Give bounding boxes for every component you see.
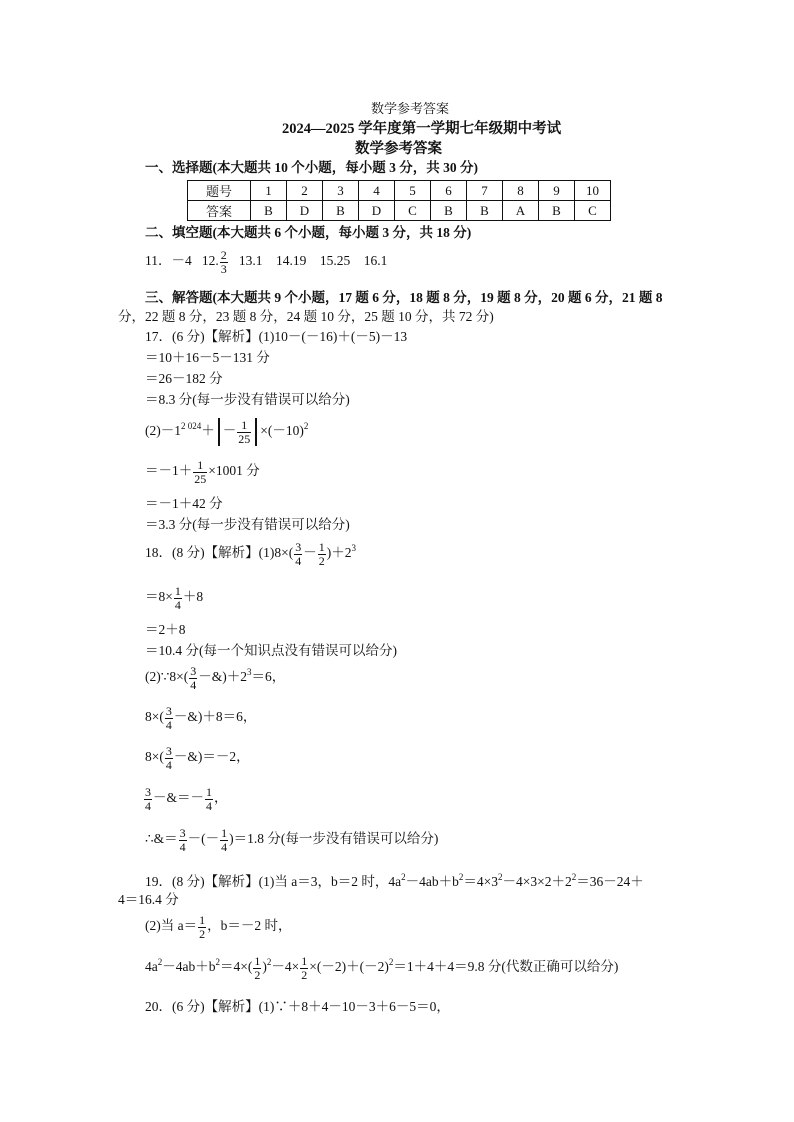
table-cell: B [467,201,503,221]
q17-step: ＝8.3 分(每一步没有错误可以给分) [145,392,350,407]
q18-step: ∴&＝ $\frac{3}{4}$ －(－ $\frac{1}{4}$ )＝1.8 分(每一步没有错误可以给分) [145,826,439,854]
q18-part2: (2)∵8×( $\frac{3}{4}$ $-\&)+2^3=6$， [145,664,286,692]
q19-line-1: 19．(8 分)【解析】(1)当 a＝3，b＝2 时，$4a^2-4ab+b^2=4\times 3^2-4\times 3\times 2+2^2=36-24+$ [145,872,644,889]
q17-step: ＝26－182 分 [145,371,223,386]
q18-step: $\frac{3}{4}$ －&＝－ $\frac{1}{4}$ ， [145,785,228,813]
table-cell: 9 [539,181,575,201]
table-cell: 8 [503,181,539,201]
answer-table [187,180,611,221]
q17-title: 17．(6 分)【解析】(1)10－(－16)＋(－5)－13 [145,329,408,344]
fraction: $\frac{1}{2}$ [199,913,206,941]
section-2-heading: 二、填空题(本大题共 6 个小题，每小题 3 分，共 18 分) [145,225,472,240]
table-cell: 7 [467,181,503,201]
table-cell: D [359,201,395,221]
table-cell: 5 [395,181,431,201]
q19-line-2: 4＝16.4 分 [118,892,179,907]
fraction: $\frac{1}{2}$ [318,540,325,568]
fraction: $\frac{3}{4}$ [165,704,172,732]
exam-title: 2024—2025 学年度第一学期七年级期中考试 [282,121,562,137]
q17-step: ＝－1＋ $\frac{1}{25}$ ×1001 分 [145,458,260,486]
fill-answers-line [145,249,387,275]
section-3-heading-line-2: 分，22 题 8 分，23 题 8 分，24 题 10 分，25 题 10 分，共 72 分) [118,309,494,324]
fraction: $\frac{1}{2}$ [301,954,308,982]
q18-step: 8×( $\frac{3}{4}$ －&)＋8＝6， [145,704,257,732]
q18-step: ＝8× $\frac{1}{4}$ ＋8 [145,584,204,612]
table-cell: 1 [251,181,287,201]
small-title: 数学参考答案 [371,101,450,116]
fraction: $\frac{3}{4}$ [179,826,186,854]
table-cell: 3 [323,181,359,201]
q17-step: ＝3.3 分(每一步没有错误可以给分) [145,517,350,532]
q17-step: ＝10＋16－5－131 分 [145,350,270,365]
table-cell: 2 [287,181,323,201]
fraction: $\frac{1}{4}$ [221,826,228,854]
q20-line-1: 20．(6 分)【解析】(1)∵＋8＋4－10－3＋6－5＝0， [145,999,450,1014]
table-cell: 6 [431,181,467,201]
q18-step: ＝10.4 分(每一个知识点没有错误可以给分) [145,643,397,658]
table-header-cell: 答案 [188,201,251,221]
fraction: $\frac{1}{25}$ [194,458,207,486]
table-row-answers [188,201,611,221]
table-cell: 4 [359,181,395,201]
q18-step: 8×( $\frac{3}{4}$ －&)＝－2， [145,744,250,772]
q18-step: ＝2＋8 [145,622,186,637]
fraction: $\frac{3}{4}$ [295,540,302,568]
fraction: $\frac{3}{4}$ [165,744,172,772]
q17-part2: $(2)-1^{2 024}+$ － $\frac{1}{25}$ $\times(-10)^2$ [145,417,309,446]
fraction: $\frac{3}{4}$ [145,785,151,813]
table-header-cell: 题号 [188,181,251,201]
table-row-numbers [188,181,611,201]
table-cell: C [395,201,431,221]
table-cell: 10 [575,181,611,201]
fraction: $\frac{2}{3}$ [220,248,227,276]
table-cell: B [431,201,467,221]
section-3-heading-line-1: 三、解答题(本大题共 9 个小题，17 题 6 分，18 题 8 分，19 题 8 分，20 题 6 分，21 题 8 [145,290,663,305]
answer-11: 11．－4 [145,253,192,269]
q19-step: $4a^2-4ab+b^2=4\times$( $\frac{1}{2}$ )$^2$－4× $\frac{1}{2}$ $\times(-2)+(-2)^2=1+4+4=9.8$ 分(代数正确可以给分) [145,954,619,982]
fraction: $\frac{1}{25}$ [238,417,251,446]
q18-title: 18．(8 分)【解析】(1)8×( $\frac{3}{4}$ － $\frac{1}{2}$ )$+2^3$ [145,540,356,568]
table-cell: B [323,201,359,221]
table-cell: B [539,201,575,221]
q17-step: ＝－1＋42 分 [145,496,223,511]
table-cell: D [287,201,323,221]
section-1-heading: 一、选择题(本大题共 10 个小题，每小题 3 分，共 30 分) [145,160,478,175]
table-cell: A [503,201,539,221]
fraction: $\frac{1}{4}$ [174,584,181,612]
answer-sub-title: 数学参考答案 [355,141,442,157]
fraction: $\frac{1}{2}$ [254,954,261,982]
fraction: $\frac{3}{4}$ [190,664,197,692]
q19-part2: (2)当 a＝ $\frac{1}{2}$ ，b＝－2 时， [145,913,292,941]
answers-13-16: 13.1 14.19 15.25 16.1 [238,253,388,269]
answer-12-prefix: 12. [201,253,219,269]
fraction: $\frac{1}{4}$ [206,785,213,813]
table-cell: B [251,201,287,221]
table-cell: C [575,201,611,221]
